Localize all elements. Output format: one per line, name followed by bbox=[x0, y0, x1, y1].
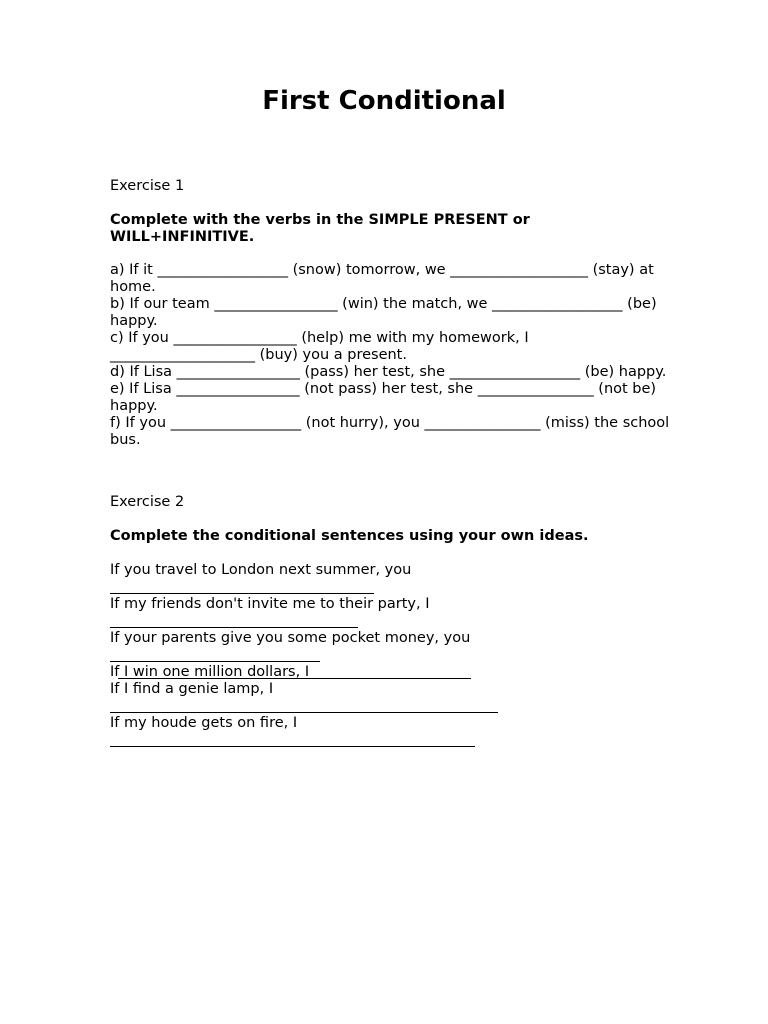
exercise-2-instruction: Complete the conditional sentences using your own ideas. bbox=[110, 528, 589, 544]
exercise-1-item-a: a) If it __________________ (snow) tomorrow, we ___________________ (stay) at home. bbox=[110, 262, 654, 295]
exercise-1-items bbox=[110, 262, 670, 449]
exercise-2-prompt-text: If I find a genie lamp, I bbox=[110, 681, 274, 697]
exercise-2-prompt-text: If you travel to London next summer, you bbox=[110, 562, 412, 578]
exercise-2 bbox=[110, 494, 670, 749]
exercise-1-item-f: f) If you __________________ (not hurry), you ________________ (miss) the school bus. bbox=[110, 415, 670, 448]
exercise-1-item-e: e) If Lisa _________________ (not pass) her test, she ________________ (not be) happy. bbox=[110, 381, 657, 414]
exercise-2-prompts bbox=[110, 562, 670, 749]
exercise-1-item-c: c) If you _________________ (help) me with my homework, I ____________________ (buy) you a present. bbox=[110, 330, 529, 363]
exercise-2-prompt-text: If my houde gets on fire, I bbox=[110, 715, 298, 731]
exercise-2-prompt bbox=[110, 630, 670, 664]
page-title: First Conditional bbox=[262, 86, 506, 116]
exercise-1-item-d: d) If Lisa _________________ (pass) her test, she __________________ (be) happy. bbox=[110, 364, 667, 380]
exercise-1-item-b: b) If our team _________________ (win) the match, we __________________ (be) happy. bbox=[110, 296, 657, 329]
answer-line bbox=[110, 647, 670, 664]
exercise-2-prompt bbox=[110, 596, 670, 630]
exercise-2-prompt bbox=[110, 562, 670, 596]
exercise-2-prompt bbox=[110, 715, 670, 749]
exercise-2-prompt-text: If my friends don't invite me to their party, I bbox=[110, 596, 430, 612]
exercise-1-instruction: Complete with the verbs in the SIMPLE PRESENT or WILL+INFINITIVE. bbox=[110, 212, 530, 245]
exercise-1-heading: Exercise 1 bbox=[110, 178, 185, 194]
worksheet-content bbox=[110, 178, 670, 749]
exercise-1 bbox=[110, 178, 670, 449]
exercise-2-prompt bbox=[110, 664, 670, 681]
answer-line bbox=[110, 698, 670, 715]
exercise-2-prompt-text: If I win one million dollars, I bbox=[110, 664, 310, 680]
exercise-2-prompt bbox=[110, 681, 670, 715]
answer-line bbox=[110, 579, 670, 596]
answer-line bbox=[110, 732, 670, 749]
exercise-2-prompt-text: If your parents give you some pocket money, you bbox=[110, 630, 471, 646]
answer-line bbox=[110, 613, 670, 630]
exercise-2-heading: Exercise 2 bbox=[110, 494, 185, 510]
